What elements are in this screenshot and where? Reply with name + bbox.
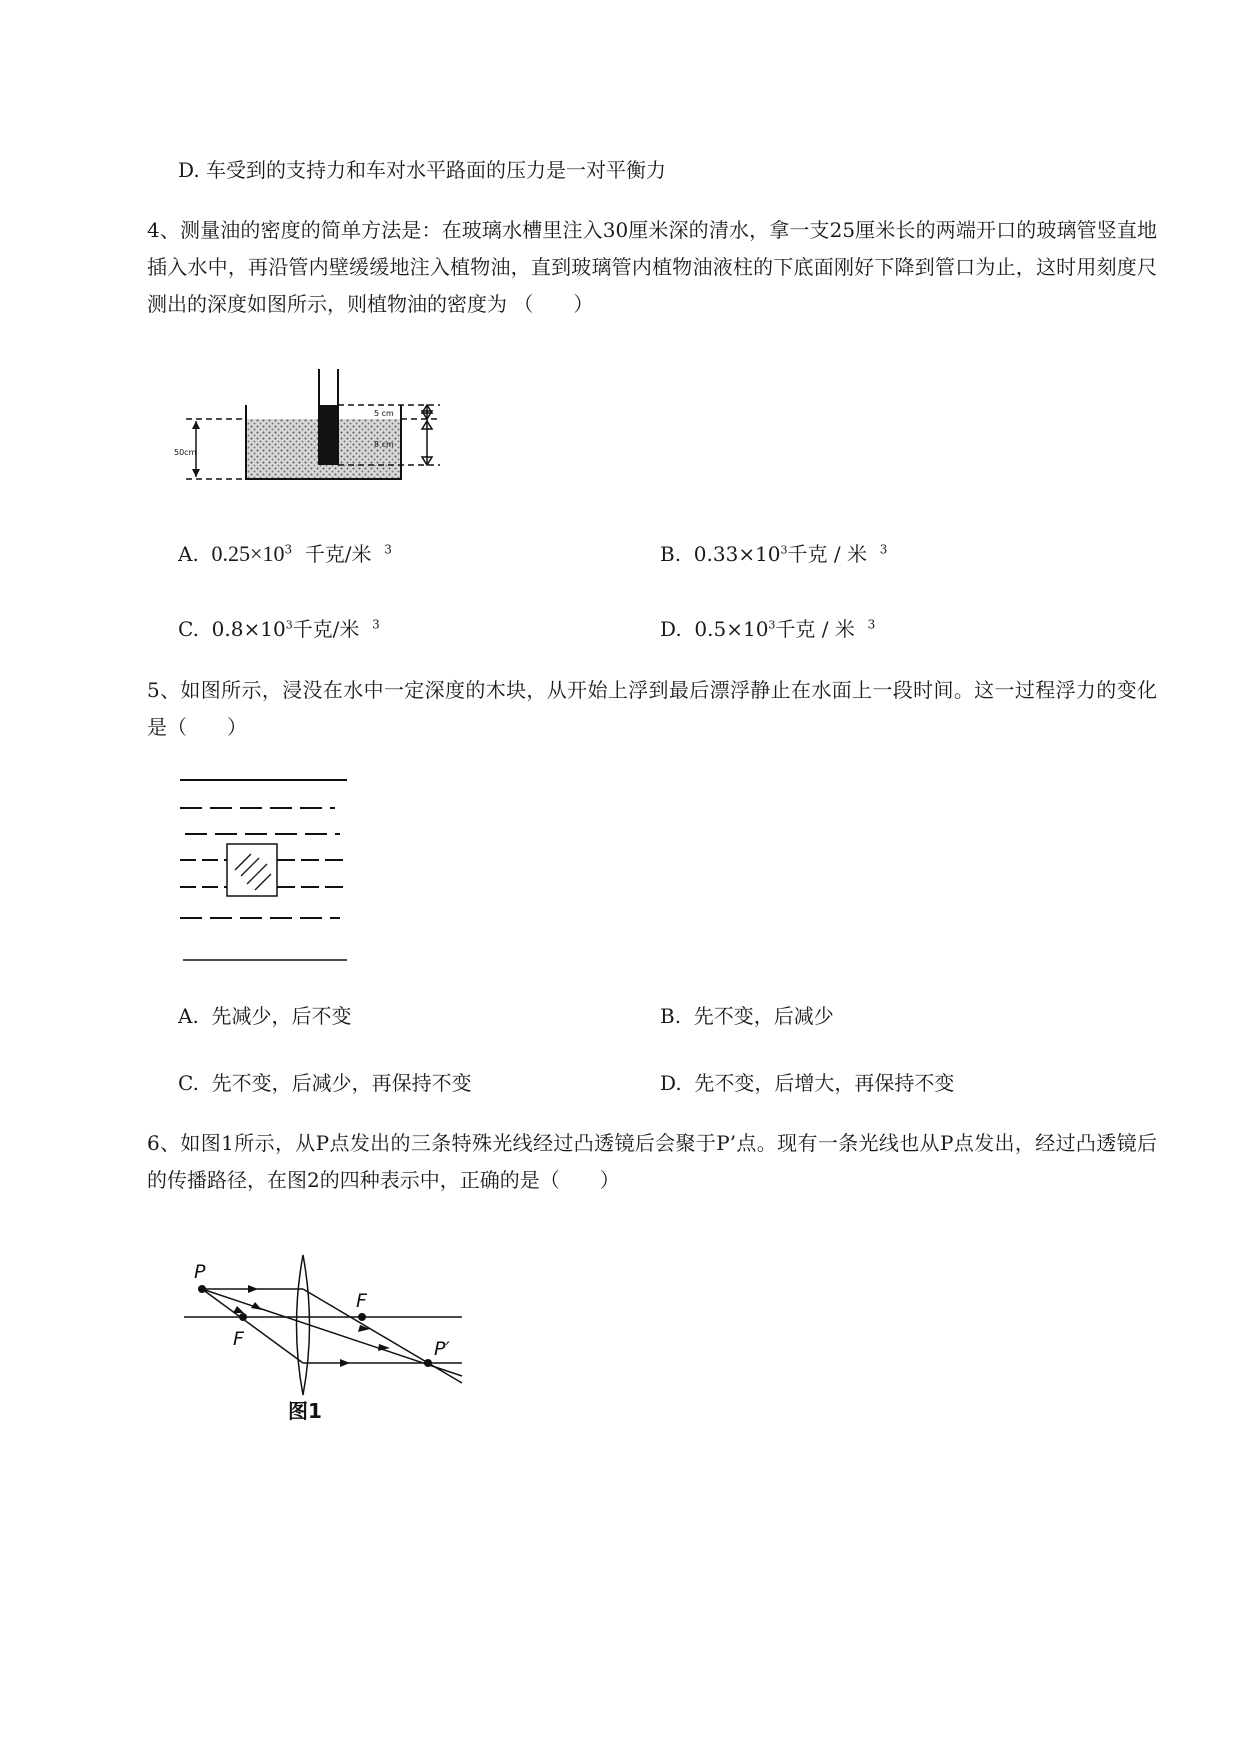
q4-label-50cm: 50cm [174, 448, 197, 457]
q5-option-d: D. 先不变，后增大，再保持不变 [660, 1071, 955, 1095]
q6-stem: 6、如图1所示，从P点发出的三条特殊光线经过凸透镜后会聚于P’点。现有一条光线也从P点发出，经过凸透镜后的传播路径，在图2的四种表示中，正确的是（ ） [147, 1131, 1157, 1192]
q6-figure-lens [180, 1255, 480, 1425]
wooden-block [227, 844, 277, 896]
q4-option-b: B. $0.33\times 10^3$千克 / 米 $^3$ [660, 542, 888, 566]
q5-option-b: B. 先不变，后减少 [660, 1004, 834, 1028]
focus-right [358, 1313, 366, 1321]
focus-left [239, 1313, 247, 1321]
q4-label-8cm: 8 cm [374, 440, 394, 449]
q4-option-d: D. $0.5\times 10^3$千克 / 米 $^3$ [660, 617, 876, 641]
label-p-prime: P′ [434, 1338, 450, 1360]
oil-column [319, 405, 338, 465]
q5-option-a: A. 先减少，后不变 [178, 1004, 352, 1028]
q4-label-5cm: 5 cm [374, 409, 394, 418]
label-f-right: F [356, 1290, 367, 1312]
q4-figure-tank [174, 365, 478, 480]
label-f-left: F [233, 1328, 244, 1350]
figure-caption: 图1 [288, 1399, 322, 1423]
q4-option-a: A. $0.25\times 10^3$ 千克/米 $^3$ [178, 541, 392, 566]
q4-option-c: C. $0.8\times 10^3$千克/米 $^3$ [178, 617, 380, 641]
q4-stem: 4、测量油的密度的简单方法是：在玻璃水槽里注入30厘米深的清水，拿一支25厘米长的两端开口的玻璃管竖直地插入水中，再沿管内壁缓缓地注入植物油，直到玻璃管内植物油液柱的下底面刚好下降到管口为止，这时用刻度尺测出的深度如图所示，则植物油的密度为 （ ） [147, 218, 1157, 316]
q5-stem: 5、如图所示，浸没在水中一定深度的木块，从开始上浮到最后漂浮静止在水面上一段时间。这一过程浮力的变化是（ ） [147, 678, 1157, 739]
label-p: P [194, 1261, 206, 1283]
q5-figure-block [175, 772, 355, 972]
point-p-prime [424, 1359, 432, 1367]
q3-option-d: D. 车受到的支持力和车对水平路面的压力是一对平衡力 [178, 158, 667, 182]
point-p [198, 1285, 206, 1293]
q5-option-c: C. 先不变，后减少，再保持不变 [178, 1071, 472, 1095]
